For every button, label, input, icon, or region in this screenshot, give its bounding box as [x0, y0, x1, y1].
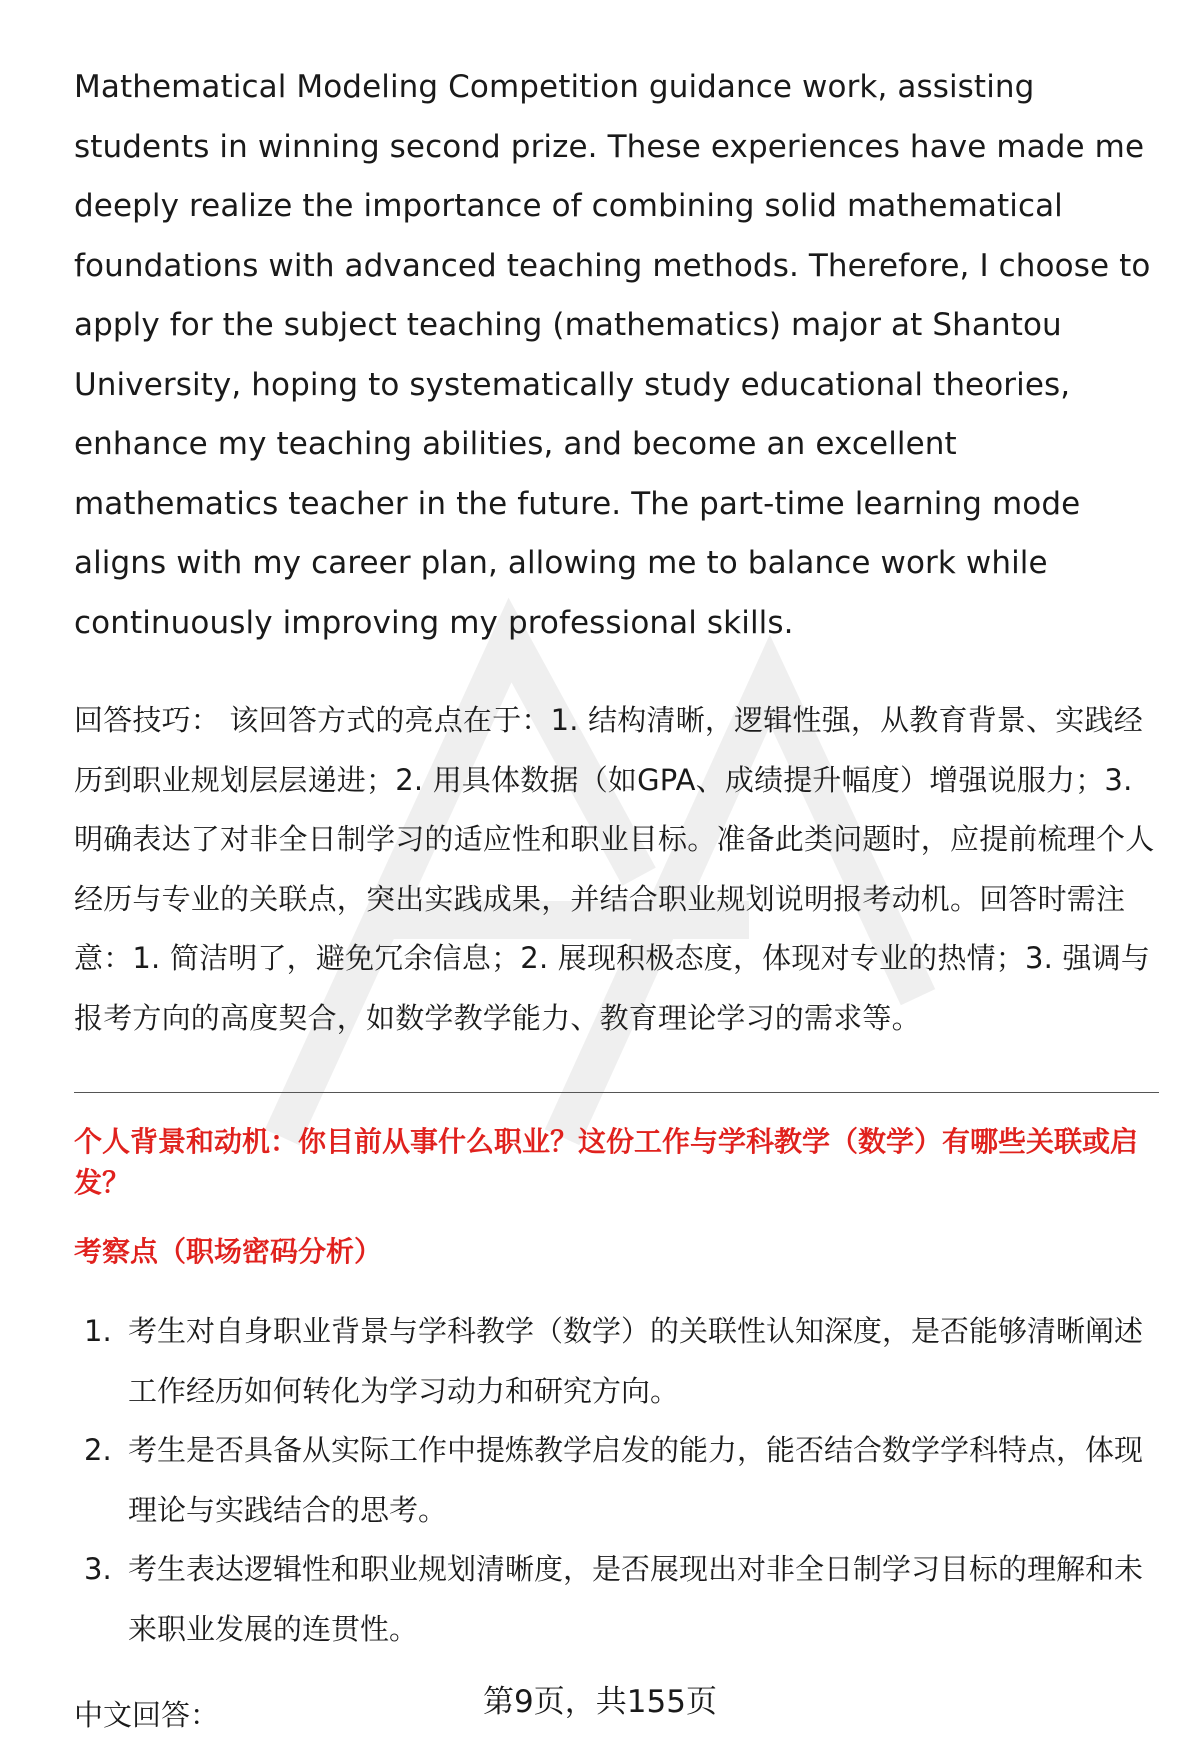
answer-tips-paragraph: 回答技巧： 该回答方式的亮点在于：1. 结构清晰，逻辑性强，从教育背景、实践经历到职业规划层层递进；2. 用具体数据（如GPA、成绩提升幅度）增强说服力；3. 明确表达了对非全日制学习的适应性和职业目标。准备此类问题时，应提前梳理个人经历与专业的关联点，突出实践成果，并结合职业规划说明报考动机。回答时需注意：1. 简洁明了，避免冗余信息；2. 展现积极态度，体现对专业的热情；3. 强调与报考方向的高度契合，如数学教学能力、教育理论学习的需求等。	[74, 703, 1155, 1035]
intro-paragraph: Mathematical Modeling Competition guidance work, assisting students in winning second prize. These experiences have made me deeply realize the importance of combining solid mathematical foundations with advanced teaching methods. Therefore, I choose to apply for the subject teaching (mathematics) major at Shantou University, hoping to systematically study educational theories, enhance my teaching abilities, and become an excellent mathematics teacher in the future. The part-time learning mode aligns with my career plan, allowing me to balance work while continuously improving my professional skills.	[74, 69, 1151, 641]
list-item-number: 3.	[84, 1552, 112, 1586]
chinese-answer-label: 中文回答：	[74, 1698, 220, 1732]
section-divider	[74, 1092, 1159, 1093]
document-page	[74, 58, 1159, 1735]
list-item-text: 考生对自身职业背景与学科教学（数学）的关联性认知深度，是否能够清晰阐述工作经历如何转化为学习动力和研究方向。	[128, 1314, 1144, 1408]
list-item-text: 考生表达逻辑性和职业规划清晰度，是否展现出对非全日制学习目标的理解和未来职业发展的连贯性。	[128, 1552, 1144, 1646]
list-item	[74, 1302, 1159, 1421]
list-item	[74, 1540, 1159, 1659]
list-item-text: 考生是否具备从实际工作中提炼教学启发的能力，能否结合数学学科特点，体现理论与实践结合的思考。	[128, 1433, 1144, 1527]
question-heading: 个人背景和动机：你目前从事什么职业？这份工作与学科教学（数学）有哪些关联或启发？	[74, 1125, 1139, 1199]
list-item-number: 2.	[84, 1433, 112, 1467]
list-item	[74, 1421, 1159, 1540]
page-footer: 第9页，共155页	[483, 1684, 717, 1720]
list-item-number: 1.	[84, 1314, 112, 1348]
analysis-points-list	[74, 1302, 1159, 1659]
analysis-heading: 考察点（职场密码分析）	[74, 1235, 383, 1268]
